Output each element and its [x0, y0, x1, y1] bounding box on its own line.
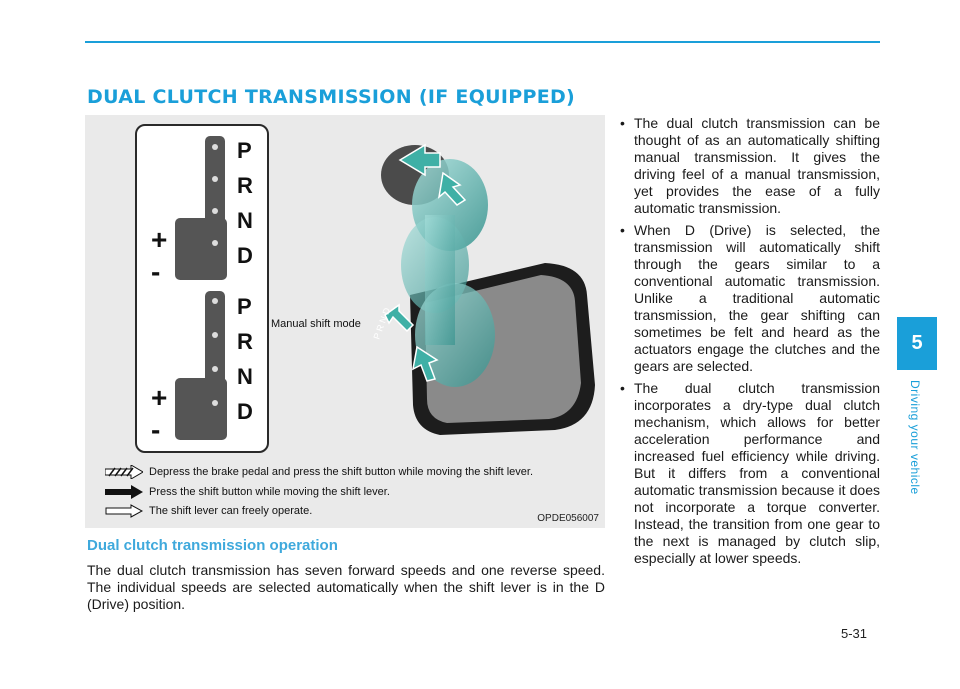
legend-text: Depress the brake pedal and press the shift button while moving the shift lever.	[149, 466, 533, 478]
outline-arrow-icon	[105, 504, 143, 518]
section-title: DUAL CLUTCH TRANSMISSION (IF EQUIPPED)	[87, 86, 576, 108]
bullet-item: • The dual clutch transmission incorporates a dry-type dual clutch mechanism, which allows for better acceleration performance and increased fuel efficiency while driving. But it differs from a conventional automatic transmission because it does not incorporate a torque converter. Instead, the transition from one gear to the next is managed by clutch slip, especially at lower speeds.	[618, 380, 880, 567]
manual-shift-mode-label: Manual shift mode	[271, 318, 361, 330]
svg-text:P R N D: P R N D	[371, 306, 393, 341]
minus-sign: -	[151, 256, 161, 287]
gear-letter: D	[237, 243, 253, 268]
gear-shifter-illustration	[355, 125, 603, 455]
bullet-list	[618, 115, 880, 572]
legend-text: The shift lever can freely operate.	[149, 505, 313, 517]
plus-sign: +	[151, 382, 168, 413]
gear-letter: N	[237, 208, 253, 233]
legend-item-free	[105, 504, 312, 518]
chapter-tab: 5	[897, 317, 937, 370]
gear-letter: R	[237, 329, 253, 354]
gear-letter: P	[237, 138, 252, 163]
bullet-item: • When D (Drive) is selected, the transmission will automatically shift through the gears similar to a conventional automatic transmission. Unlike a traditional automatic transmission, the gear shifting can sometimes be felt and heard as the actuators engage the clutches and the gears are selected.	[618, 222, 880, 375]
legend-item-button	[105, 485, 390, 499]
subsection-title: Dual clutch transmission operation	[87, 537, 338, 554]
gear-shift-pattern-diagram	[135, 124, 269, 453]
gear-letter: P	[237, 294, 252, 319]
hatched-arrow-icon	[105, 465, 143, 479]
manual-gate-upper	[175, 218, 227, 280]
transmission-figure	[85, 115, 605, 528]
legend-item-brake-and-button	[105, 465, 533, 479]
subsection-body: The dual clutch transmission has seven forward speeds and one reverse speed. The individual speeds are selected automatically when the shift lever is in the D (Drive) position.	[87, 562, 605, 612]
gear-letter: N	[237, 364, 253, 389]
header-rule	[85, 41, 880, 43]
legend-text: Press the shift button while moving the shift lever.	[149, 486, 390, 498]
gear-letter: R	[237, 173, 253, 198]
gear-letter: D	[237, 399, 253, 424]
page-number: 5-31	[841, 626, 868, 641]
plus-sign: +	[151, 224, 168, 255]
bullet-item: • The dual clutch transmission can be thought of as an automatically shifting manual transmission. It gives the driving feel of a manual transmission, yet provides the ease of a fully automatic transmission.	[618, 115, 880, 217]
minus-sign: -	[151, 414, 161, 445]
figure-code: OPDE056007	[537, 513, 599, 524]
manual-gate-lower	[175, 378, 227, 440]
solid-arrow-icon	[105, 485, 143, 499]
chapter-label: Driving your vehicle	[908, 380, 922, 495]
